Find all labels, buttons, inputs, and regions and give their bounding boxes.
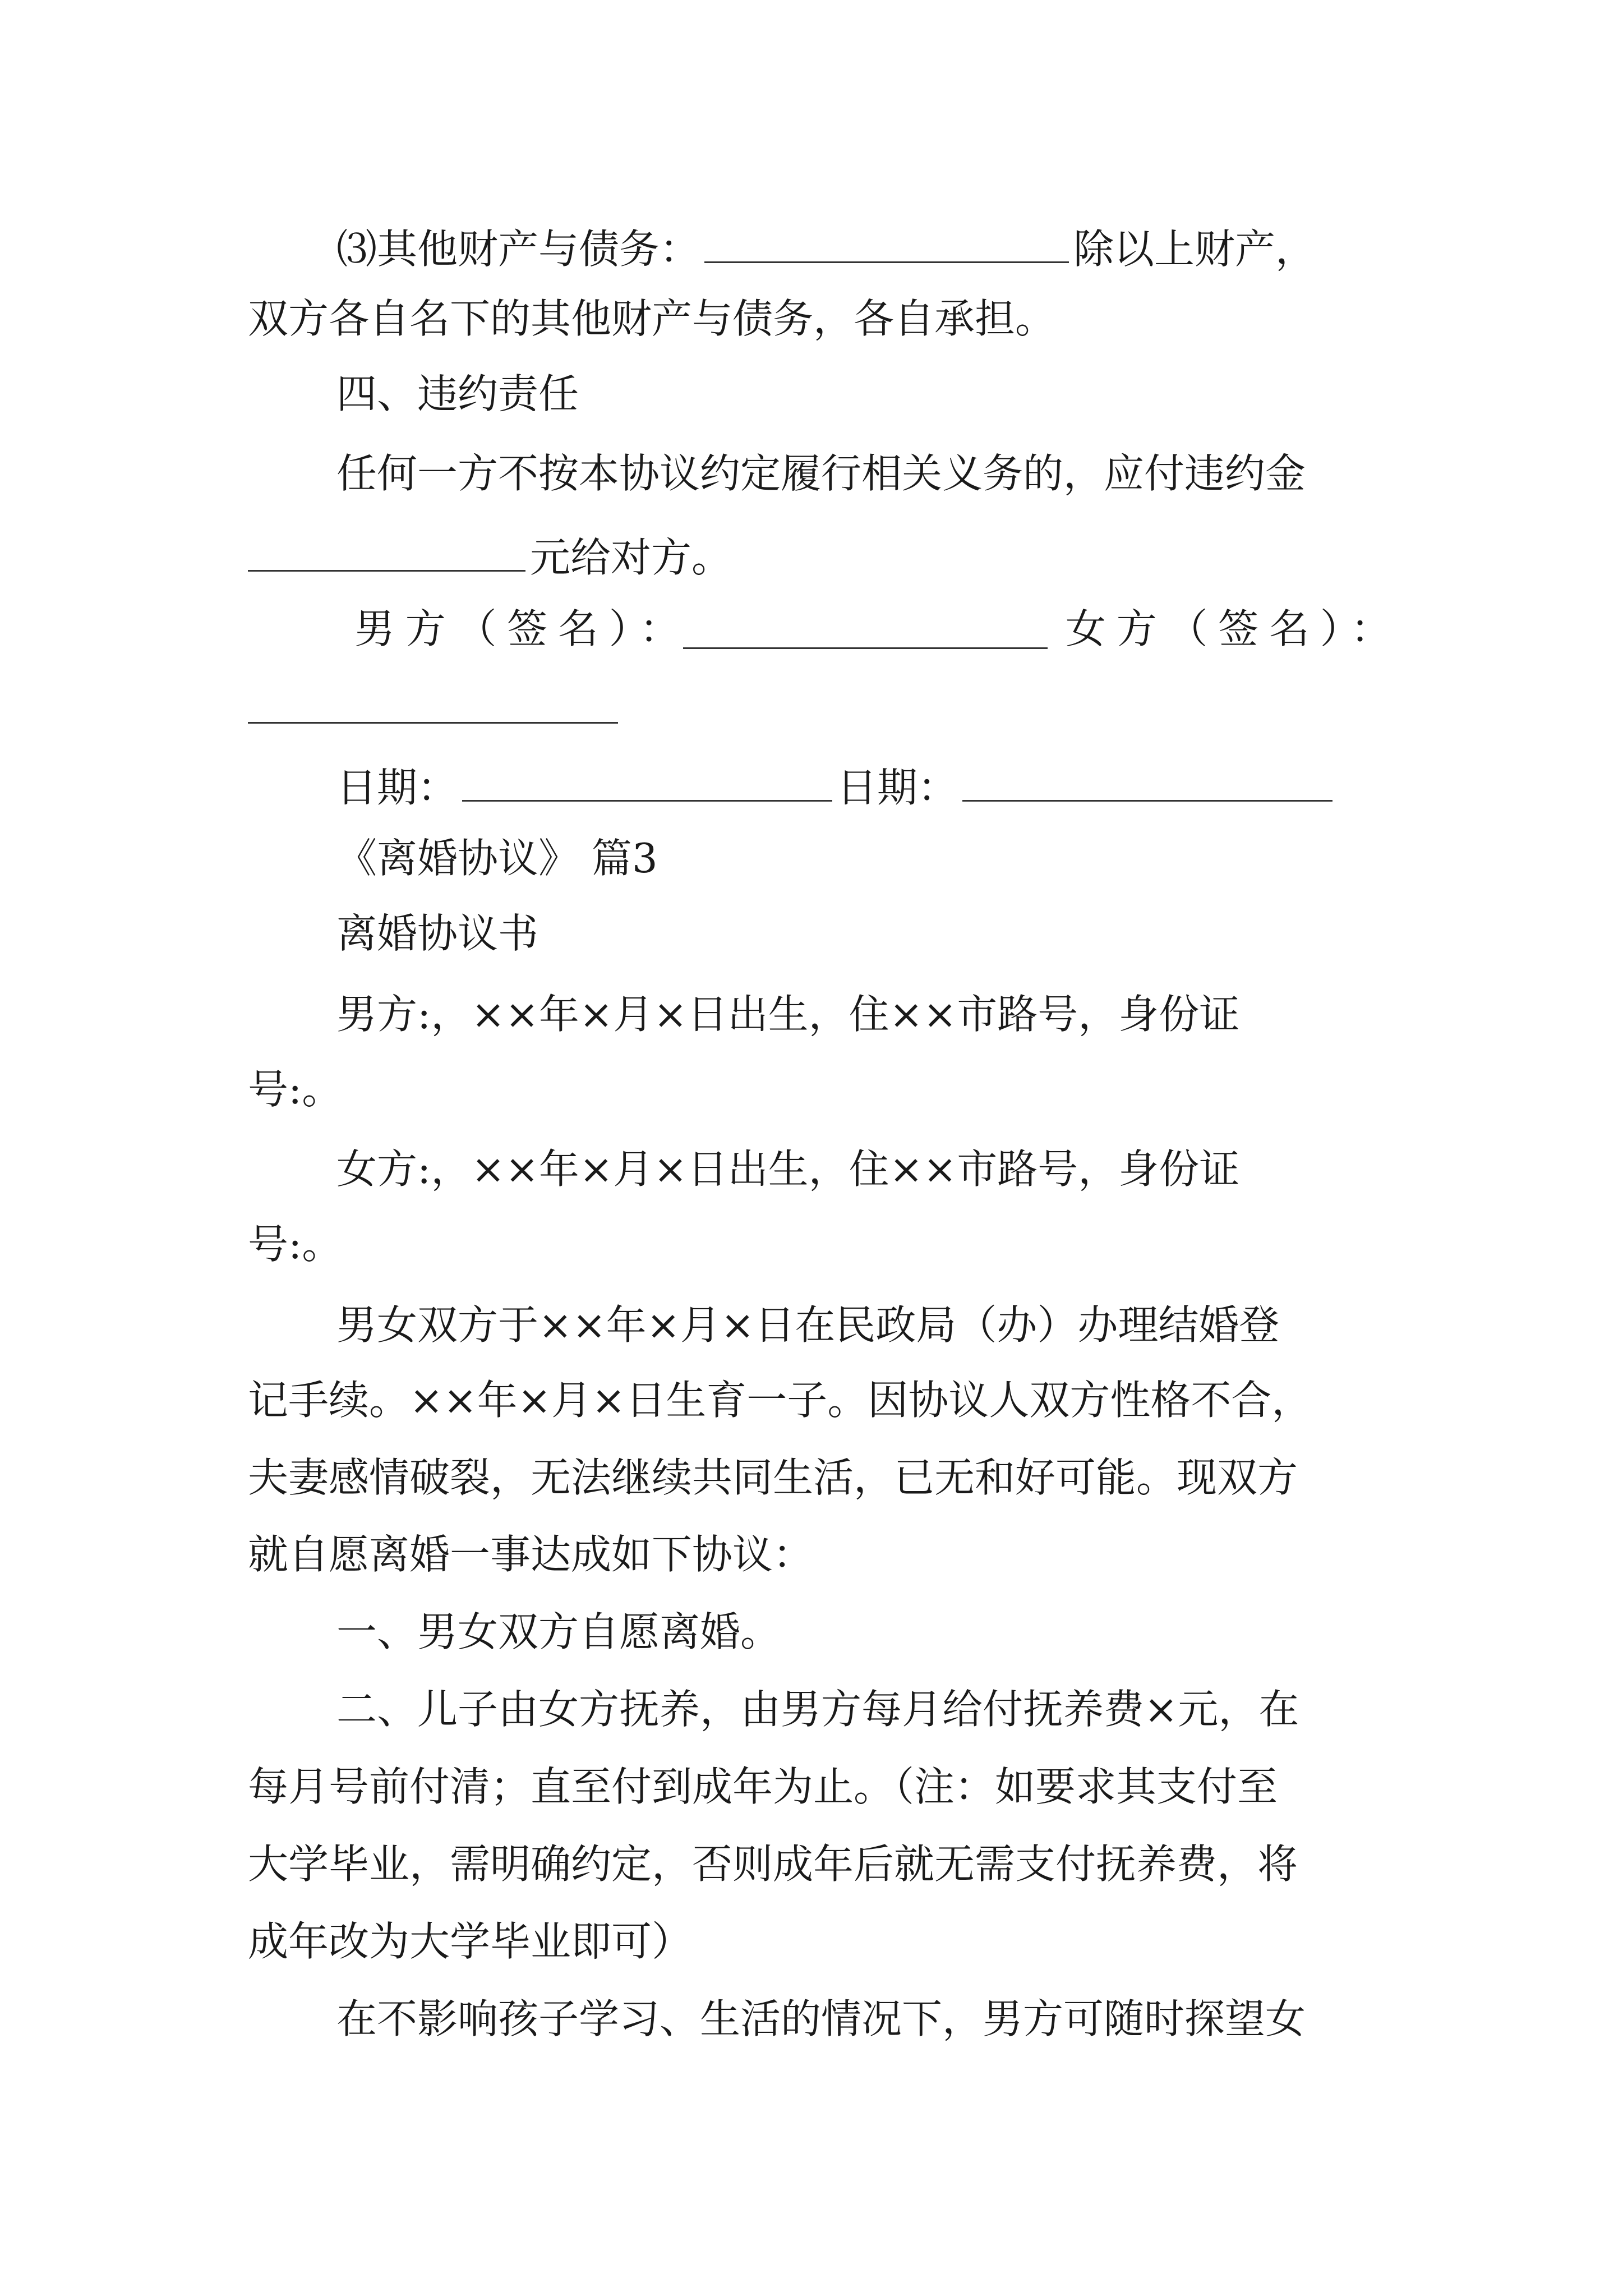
background-line4: 就自愿离婚一事达成如下协议： xyxy=(248,1531,814,1578)
penalty-blank xyxy=(248,533,525,572)
clause-2-line1: 二、儿子由女方抚养，由男方每月给付抚养费×元，在 xyxy=(336,1686,1299,1733)
clause-2-line2: 每月号前付清；直至付到成年为止。（注：如要求其支付至 xyxy=(248,1763,1278,1810)
female-party-line2: 号:。 xyxy=(248,1221,343,1268)
visitation-line1: 在不影响孩子学习、生活的情况下，男方可随时探望女 xyxy=(336,1995,1306,2042)
clause-2-line4: 成年改为大学毕业即可） xyxy=(248,1918,693,1965)
background-line2: 记手续。××年×月×日生育一子。因协议人双方性格不合， xyxy=(248,1377,1312,1424)
property-clause-suffix: 除以上财产， xyxy=(1073,226,1316,273)
male-signature-label: 男方（签名）： xyxy=(354,605,691,652)
female-party-line1: 女方:，××年×月×日出生，住××市路号，身份证 xyxy=(336,1145,1240,1193)
male-signature-blank xyxy=(683,647,1048,649)
clause-1: 一、男女双方自愿离婚。 xyxy=(336,1608,781,1655)
background-line1: 男女双方于××年×月×日在民政局（办）办理结婚登 xyxy=(336,1301,1280,1349)
clause-2-line3: 大学毕业，需明确约定，否则成年后就无需支付抚养费，将 xyxy=(248,1841,1298,1888)
date-blank-2 xyxy=(962,763,1332,802)
background-line3: 夫妻感情破裂，无法继续共同生活，已无和好可能。现双方 xyxy=(248,1454,1298,1501)
female-signature-label: 女方（签名）： xyxy=(1066,605,1402,652)
date-label-1: 日期： xyxy=(336,764,458,812)
male-party-line2: 号:。 xyxy=(248,1066,343,1113)
breach-line2 xyxy=(248,533,732,582)
breach-line1: 任何一方不按本协议约定履行相关义务的，应付违约金 xyxy=(336,450,1306,497)
date-label-2: 日期： xyxy=(837,764,958,812)
date-row xyxy=(336,763,1337,812)
property-blank xyxy=(704,224,1069,263)
doc-title: 离婚协议书 xyxy=(336,910,539,957)
date-blank-1 xyxy=(462,763,832,802)
breach-heading: 四、违约责任 xyxy=(336,370,579,417)
property-clause-line2: 双方各自名下的其他财产与债务，各自承担。 xyxy=(248,295,1056,342)
male-party-line1: 男方:，××年×月×日出生，住××市路号，身份证 xyxy=(336,991,1240,1038)
article-title: 《离婚协议》 篇3 xyxy=(336,835,658,882)
property-clause-line1 xyxy=(336,224,1316,273)
property-clause-prefix: ⑶其他财产与债务： xyxy=(336,226,700,273)
breach-line2-suffix: 元给对方。 xyxy=(530,534,732,582)
female-signature-blank xyxy=(248,722,618,724)
